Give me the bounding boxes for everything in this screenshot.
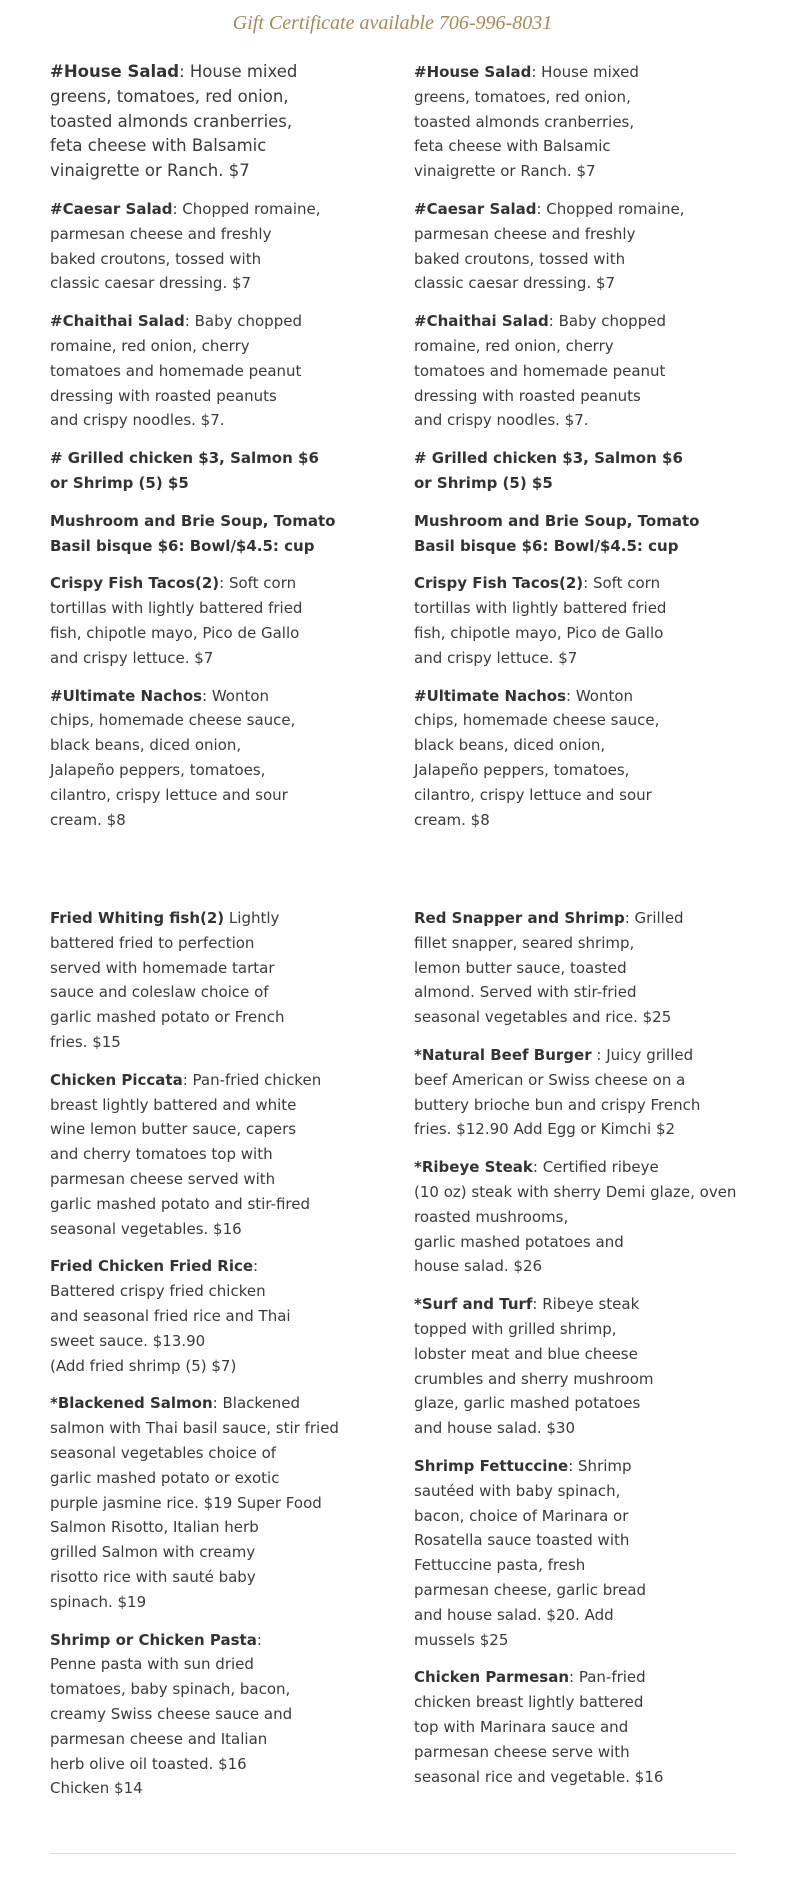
menu-item-line [414,110,744,135]
menu-item-description: spinach. $19 [50,1592,147,1611]
menu-item-name: Basil bisque $6: Bowl/$4.5: cup [50,536,315,555]
menu-item-line [414,159,744,184]
menu-item [414,1292,744,1441]
menu-item-description: and crispy noodles. $7. [50,411,225,430]
menu-item-description: seasonal vegetables choice of [50,1443,277,1462]
menu-item-description: lobster meat and blue cheese [414,1344,638,1363]
menu-item-line [414,1367,744,1392]
menu-item-description: : Wonton [566,686,634,705]
menu-item-description: purple jasmine rice. $19 Super Food [50,1493,322,1512]
menu-item-line [414,222,744,247]
menu-item-line [414,980,744,1005]
menu-item-description: dressing with roasted peanuts [50,386,277,405]
menu-item-description: : Chopped romaine, [172,199,321,218]
menu-item-description: romaine, red onion, cherry [414,336,614,355]
menu-item-line [414,1740,744,1765]
menu-item [50,60,380,184]
menu-item-line [50,134,380,159]
menu-column-top-right [414,60,744,845]
menu-item-name: #Caesar Salad [414,199,537,218]
menu-item-line [50,1776,380,1801]
menu-item-line [50,534,380,559]
menu-item-line [414,1416,744,1441]
menu-item-description: : Shrimp [568,1456,632,1475]
menu-item-description: : Pan-fried [569,1668,646,1687]
menu-item-description: : Ribeye steak [532,1295,640,1314]
menu-item-description: chips, homemade cheese sauce, [50,711,296,730]
menu-item-description: black beans, diced onion, [50,736,242,755]
menu-item-line [50,1030,380,1055]
menu-item-description: Penne pasta with sun dried [50,1655,254,1674]
menu-item-line [414,1317,744,1342]
menu-item-name: Fried Chicken Fried Rice [50,1257,254,1276]
menu-item-description: Jalapeño peppers, tomatoes, [414,760,630,779]
menu-item-line [414,446,744,471]
menu-item-description: vinaigrette or Ranch. $7 [414,162,596,181]
menu-item-description: classic caesar dressing. $7 [414,274,616,293]
menu-item-line [50,1391,380,1416]
menu-item-line [414,1391,744,1416]
menu-item-name: #Ultimate Nachos [50,686,202,705]
menu-item-description: toasted almonds cranberries, [50,111,293,131]
menu-item-line [414,1765,744,1790]
menu-item-description: tortillas with lightly battered fried [414,599,667,618]
menu-item-description: chicken breast lightly battered [414,1693,644,1712]
menu-item-name: # Grilled chicken $3, Salmon $6 [414,449,683,468]
menu-item-line [414,1665,744,1690]
menu-item-description: and crispy lettuce. $7 [50,648,214,667]
menu-item-line [414,1230,744,1255]
menu-item-line [414,509,744,534]
menu-item [414,1043,744,1142]
menu-item [414,1155,744,1279]
menu-item-line [50,1279,380,1304]
menu-item-line [50,596,380,621]
menu-item-line [50,1515,380,1540]
menu-item-line [414,1342,744,1367]
menu-item-description: risotto rice with sauté baby [50,1567,256,1586]
menu-item-description: and seasonal fried rice and Thai [50,1306,291,1325]
menu-item [414,309,744,433]
menu-item-line [414,1068,744,1093]
menu-item-line [414,1292,744,1317]
menu-item-line [414,906,744,931]
menu-item-description: seasonal rice and vegetable. $16 [414,1767,664,1786]
menu-item-description: parmesan cheese served with [50,1169,276,1188]
menu-item-line [414,1603,744,1628]
menu-item-name: *Surf and Turf [414,1295,533,1314]
menu-item-line [414,85,744,110]
menu-item [50,684,380,833]
menu-item-description: house salad. $26 [414,1257,543,1276]
menu-item-description: : House mixed [531,63,639,81]
menu-item-description: : Soft corn [219,574,297,593]
menu-item-description: sweet sauce. $13.90 [50,1331,206,1350]
menu-item [50,571,380,670]
menu-item-name: Chicken Piccata [50,1070,183,1089]
menu-item-description: seasonal vegetables and rice. $25 [414,1008,672,1027]
menu-item-line [50,222,380,247]
menu-item-line [50,1628,380,1653]
menu-item-description: baked croutons, tossed with [50,249,262,268]
menu-item-description: fish, chipotle mayo, Pico de Gallo [414,623,664,642]
menu-item-description: : [256,1630,262,1649]
menu-item-description: fries. $12.90 Add Egg or Kimchi $2 [414,1120,676,1139]
menu-item-name: #Ultimate Nachos [414,686,566,705]
menu-item-description: mussels $25 [414,1630,509,1649]
menu-item-description: served with homemade tartar [50,958,275,977]
menu-item [50,197,380,296]
menu-item-description: : Baby chopped [548,312,666,331]
menu-item-line [414,60,744,85]
menu-item-description: tortillas with lightly battered fried [50,599,303,618]
menu-item-description: fries. $15 [50,1032,121,1051]
menu-item-description: romaine, red onion, cherry [50,336,250,355]
menu-item [50,1068,380,1242]
menu-item-description: parmesan cheese and freshly [414,224,636,243]
menu-column-top-left [50,60,380,845]
menu-item-description: and house salad. $30 [414,1419,576,1438]
menu-item-description: parmesan cheese and freshly [50,224,272,243]
menu-item [414,906,744,1030]
menu-item-line [414,1205,744,1230]
menu-item-line [414,334,744,359]
menu-item-line [414,1628,744,1653]
menu-item [414,446,744,496]
menu-item-line [414,1005,744,1030]
menu-item-description: herb olive oil toasted. $16 [50,1754,247,1773]
menu-item-description: Rosatella sauce toasted with [414,1531,630,1550]
menu-item-line [50,309,380,334]
menu-item-line [414,1117,744,1142]
menu-item-line [50,1652,380,1677]
menu-item [50,446,380,496]
menu-item-description: garlic mashed potato and stir-fired [50,1194,310,1213]
menu-item-name: #Chaithai Salad [414,312,549,331]
menu-item-description: beef American or Swiss cheese on a [414,1070,686,1089]
menu-item-line [50,110,380,135]
menu-item [50,1254,380,1378]
menu-item-description: garlic mashed potatoes and [414,1232,624,1251]
menu-item-description: : House mixed [179,62,298,81]
menu-item-description: Jalapeño peppers, tomatoes, [50,760,266,779]
menu-item-line [414,1093,744,1118]
menu-item-line [414,1690,744,1715]
menu-item [414,571,744,670]
menu-item-line [50,621,380,646]
menu-item-line [50,1752,380,1777]
menu-item-line [50,384,380,409]
menu-item-line [414,1479,744,1504]
menu-item-line [414,783,744,808]
menu-item-line [50,1192,380,1217]
menu-item-description: wine lemon butter sauce, capers [50,1120,297,1139]
menu-item [414,509,744,559]
menu-item-line [50,956,380,981]
menu-item-line [50,646,380,671]
menu-item-description: parmesan cheese serve with [414,1742,630,1761]
menu-item-line [50,1329,380,1354]
menu-item-name: Mushroom and Brie Soup, Tomato [50,511,336,530]
menu-item-name: Chicken Parmesan [414,1668,570,1687]
menu-item-description: vinaigrette or Ranch. $7 [50,161,250,181]
menu-item-line [50,1354,380,1379]
menu-item-description: sautéed with baby spinach, [414,1481,621,1500]
menu-item-description: seasonal vegetables. $16 [50,1219,242,1238]
menu-item-description: and crispy lettuce. $7 [414,648,578,667]
menu-item-line [414,471,744,496]
menu-item-line [414,808,744,833]
menu-item-line [50,1677,380,1702]
menu-item-description: buttery brioche bun and crispy French [414,1095,701,1114]
menu-item [414,197,744,296]
menu-item-line [50,571,380,596]
menu-item-line [50,808,380,833]
menu-item-description: : Certified ribeye [532,1158,659,1177]
menu-item-description: baked croutons, tossed with [414,249,626,268]
menu-item-line [414,1043,744,1068]
menu-column-bottom-right [414,906,744,1802]
menu-item-description: greens, tomatoes, red onion, [50,86,289,106]
menu-item-description: cilantro, crispy lettuce and sour [50,785,288,804]
menu-item-line [50,1466,380,1491]
menu-item-description: tomatoes and homemade peanut [414,361,666,380]
menu-item-name: *Blackened Salmon [50,1394,213,1413]
menu-item [50,906,380,1055]
menu-item-line [414,621,744,646]
menu-item-description: glaze, garlic mashed potatoes [414,1394,641,1413]
menu-item-description: parmesan cheese, garlic bread [414,1580,647,1599]
menu-item [50,309,380,433]
menu-item-name: Crispy Fish Tacos(2) [414,574,584,593]
menu-item-description: cilantro, crispy lettuce and sour [414,785,652,804]
menu-item-line [414,596,744,621]
menu-item-name: # Grilled chicken $3, Salmon $6 [50,449,319,468]
menu-item-description: cream. $8 [414,810,490,829]
menu-item-description: fillet snapper, seared shrimp, [414,933,635,952]
menu-item-description: chips, homemade cheese sauce, [414,711,660,730]
menu-item-line [50,247,380,272]
menu-item-line [50,1254,380,1279]
menu-item [50,1628,380,1802]
menu-item-description: Battered crispy fried chicken [50,1282,266,1301]
menu-item-description: topped with grilled shrimp, [414,1319,617,1338]
menu-item-description: and cherry tomatoes top with [50,1145,273,1164]
menu-column-bottom-left [50,906,380,1814]
menu-item-name: Shrimp Fettuccine [414,1456,569,1475]
menu-item [414,60,744,184]
menu-item-description: salmon with Thai basil sauce, stir fried [50,1419,339,1438]
menu-item-line [50,708,380,733]
menu-item-line [414,1504,744,1529]
menu-item-description: Salmon Risotto, Italian herb [50,1518,259,1537]
menu-item-description: : Juicy grilled [591,1045,694,1064]
menu-item-description: bacon, choice of Marinara or [414,1506,629,1525]
menu-item [50,1391,380,1614]
menu-item-description: garlic mashed potato or exotic [50,1468,280,1487]
menu-item-description: : Pan-fried chicken [182,1070,322,1089]
menu-item-description: creamy Swiss cheese sauce and [50,1704,293,1723]
menu-item-line [50,1565,380,1590]
menu-item-description: : Baby chopped [184,312,302,331]
menu-item-description: and house salad. $20. Add [414,1605,614,1624]
menu-item-line [414,758,744,783]
menu-item-name: Mushroom and Brie Soup, Tomato [414,511,700,530]
menu-item-line [50,509,380,534]
menu-item-description: Lightly [224,909,280,927]
menu-item-line [414,1254,744,1279]
menu-item-line [50,758,380,783]
menu-item-description: tomatoes, baby spinach, bacon, [50,1680,291,1699]
menu-item-description: cream. $8 [50,810,126,829]
menu-item-line [414,1454,744,1479]
menu-item-line [414,1155,744,1180]
menu-item-line [50,1117,380,1142]
menu-item-description: tomatoes and homemade peanut [50,361,302,380]
menu-item-description: breast lightly battered and white [50,1095,297,1114]
menu-item-description: toasted almonds cranberries, [414,112,635,131]
menu-item-name: or Shrimp (5) $5 [50,473,189,492]
menu-item [50,509,380,559]
menu-item-description: black beans, diced onion, [414,736,606,755]
menu-item-name: Red Snapper and Shrimp [414,909,625,927]
menu-item-description: dressing with roasted peanuts [414,386,641,405]
menu-item-description: grilled Salmon with creamy [50,1543,256,1562]
menu-item-description: : [253,1257,259,1276]
menu-item-name: *Natural Beef Burger [414,1045,592,1064]
menu-item-line [50,359,380,384]
menu-item-name: Shrimp or Chicken Pasta [50,1630,257,1649]
menu-item-description: almond. Served with stir-fried [414,983,637,1002]
menu-item-line [50,906,380,931]
menu-item-description: : Grilled [624,909,684,927]
menu-item-description: : Blackened [212,1394,301,1413]
menu-item-description: Chicken $14 [50,1779,143,1798]
menu-item-line [414,1578,744,1603]
menu-item-description: crumbles and sherry mushroom [414,1369,654,1388]
menu-item-name: Fried Whiting fish(2) [50,909,225,927]
menu-item-line [414,733,744,758]
menu-item-line [50,197,380,222]
menu-item [414,1665,744,1789]
menu-item-line [414,384,744,409]
menu-item-description: Fettuccine pasta, fresh [414,1556,586,1575]
menu-item-line [50,85,380,110]
menu-item-line [50,783,380,808]
menu-item [414,684,744,833]
menu-item-description: roasted mushrooms, [414,1207,569,1226]
menu-item-description: top with Marinara sauce and [414,1717,629,1736]
menu-item-name: #House Salad [50,62,180,81]
menu-item-description: (Add fried shrimp (5) $7) [50,1356,237,1375]
menu-item-line [50,1217,380,1242]
menu-item-description: feta cheese with Balsamic [414,137,611,156]
menu-item-line [414,134,744,159]
menu-item-line [50,408,380,433]
menu-item-line [414,1180,744,1205]
menu-item-line [50,733,380,758]
menu-item-line [414,408,744,433]
menu-item-line [50,1416,380,1441]
menu-item-line [414,571,744,596]
menu-item-line [414,956,744,981]
menu-item-line [414,359,744,384]
menu-item [414,1454,744,1652]
menu-item-line [414,931,744,956]
menu-item-line [50,1491,380,1516]
menu-item-line [414,1553,744,1578]
menu-item-description: lemon butter sauce, toasted [414,958,627,977]
menu-item-description: and crispy noodles. $7. [414,411,589,430]
menu-item-line [414,309,744,334]
menu-item-line [414,197,744,222]
menu-item-name: #Chaithai Salad [50,312,185,331]
menu-item-name: *Ribeye Steak [414,1158,533,1177]
menu-item-line [414,646,744,671]
menu-item-line [50,1702,380,1727]
menu-item-line [50,1304,380,1329]
menu-item-line [50,1590,380,1615]
menu-item-description: : Wonton [202,686,270,705]
menu-item-description: feta cheese with Balsamic [50,136,267,156]
menu-item-line [414,1715,744,1740]
menu-item-line [50,1441,380,1466]
menu-item-line [50,60,380,85]
menu-item-description: (10 oz) steak with sherry Demi glaze, oven [414,1182,737,1201]
menu-item-line [50,980,380,1005]
menu-item-line [50,1167,380,1192]
menu-item-line [50,1727,380,1752]
menu-item-name: #Caesar Salad [50,199,173,218]
menu-item-line [50,1005,380,1030]
menu-item-line [50,159,380,184]
menu-item-line [414,1528,744,1553]
menu-item-line [50,334,380,359]
menu-item-description: battered fried to perfection [50,933,255,952]
menu-item-line [50,1093,380,1118]
menu-item-description: : Soft corn [583,574,661,593]
menu-item-description: classic caesar dressing. $7 [50,274,252,293]
menu-item-line [50,471,380,496]
menu-item-description: fish, chipotle mayo, Pico de Gallo [50,623,300,642]
menu-item-description: sauce and coleslaw choice of [50,983,269,1002]
menu-item-line [50,931,380,956]
menu-item-description: : Chopped romaine, [536,199,685,218]
menu-item-description: garlic mashed potato or French [50,1008,285,1027]
gift-certificate-banner: Gift Certificate available 706-996-8031 [232,12,553,34]
menu-item-line [50,1142,380,1167]
menu-item-line [50,1540,380,1565]
menu-item-description: greens, tomatoes, red onion, [414,87,631,106]
menu-item-line [50,271,380,296]
menu-item-line [50,1068,380,1093]
menu-item-name: or Shrimp (5) $5 [414,473,553,492]
menu-item-line [50,446,380,471]
menu-item-line [414,534,744,559]
menu-item-line [414,271,744,296]
menu-item-name: #House Salad [414,63,532,81]
menu-item-line [50,684,380,709]
footer-divider [50,1853,736,1854]
menu-item-description: parmesan cheese and Italian [50,1729,268,1748]
menu-item-name: Crispy Fish Tacos(2) [50,574,220,593]
menu-item-line [414,247,744,272]
menu-item-line [414,708,744,733]
menu-item-name: Basil bisque $6: Bowl/$4.5: cup [414,536,679,555]
menu-item-line [414,684,744,709]
